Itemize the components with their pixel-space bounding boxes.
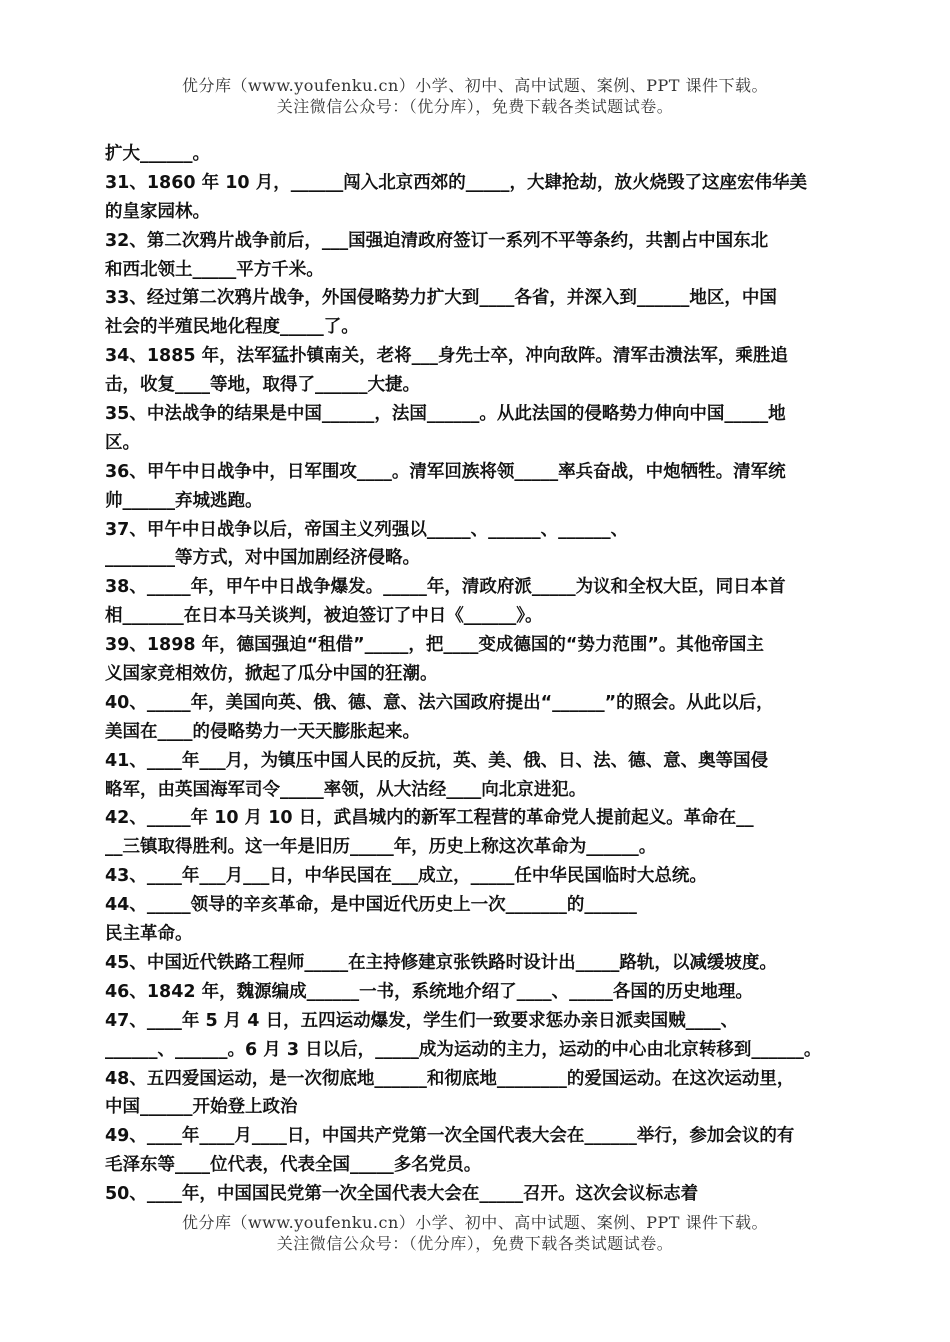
page-footer <box>0 1212 950 1254</box>
text-line: 31、1860 年 10 月，______闯入北京西郊的_____，大肆抢劫，放火烧毁了这座宏伟华美 <box>105 172 807 193</box>
text-line: 41、____年___月，为镇压中国人民的反抗，英、美、俄、日、法、德、意、奥等国侵 <box>105 750 769 771</box>
text-line: 扩大______。 <box>105 144 210 164</box>
text-line: 44、_____领导的辛亥革命，是中国近代历史上一次_______的______ <box>105 895 637 916</box>
text-line: 40、_____年，美国向英、俄、德、意、法六国政府提出“______”的照会。从此以后， <box>105 692 774 713</box>
page-header <box>0 75 950 117</box>
text-line: 37、甲午中日战争以后，帝国主义列强以_____、______、______、 <box>105 519 629 540</box>
question-text <box>105 140 855 1209</box>
text-line: 42、_____年 10 月 10 日，武昌城内的新军工程营的革命党人提前起义。革命在__ <box>105 808 754 829</box>
text-line: 社会的半殖民地化程度_____了。 <box>105 317 359 338</box>
text-line: 帅______弃城逃跑。 <box>105 490 263 511</box>
text-line: 48、五四爱国运动，是一次彻底地______和彻底地________的爱国运动。在这次运动里， <box>105 1068 795 1089</box>
footer-line-2: 关注微信公众号：（优分库），免费下载各类试题试卷。 <box>276 1234 674 1253</box>
text-line: ________等方式，对中国加剧经济侵略。 <box>105 548 420 569</box>
text-line: 35、中法战争的结果是中国______，法国______。从此法国的侵略势力伸向中国_____地 <box>105 404 786 425</box>
text-line: 46、1842 年，魏源编成______一书，系统地介绍了____、_____各国的历史地理。 <box>105 981 753 1002</box>
text-line: 民主革命。 <box>105 924 193 945</box>
header-line-1: 优分库（www.youfenku.cn）小学、初中、高中试题、案例、PPT 课件下载。 <box>181 76 769 95</box>
text-line: 33、经过第二次鸦片战争，外国侵略势力扩大到____各省，并深入到______地区，中国 <box>105 288 777 309</box>
text-line: 34、1885 年，法军猛扑镇南关，老将___身先士卒，冲向敌阵。清军击溃法军，乘胜追 <box>105 346 788 367</box>
text-line: 毛泽东等____位代表，代表全国_____多名党员。 <box>105 1155 482 1176</box>
text-line: 47、____年 5 月 4 日，五四运动爆发，学生们一致要求惩办亲日派卖国贼____、 <box>105 1010 739 1031</box>
text-line: 略军，由英国海军司令_____率领，从大沽经____向北京进犯。 <box>105 779 587 800</box>
text-line: 43、____年___月___日，中华民国在___成立，_____任中华民国临时大总统。 <box>105 866 707 887</box>
text-line: 36、甲午中日战争中，日军围攻____。清军回族将领_____率兵奋战，中炮牺牲。清军统 <box>105 461 786 482</box>
text-line: 相_______在日本马关谈判，被迫签订了中日《______》。 <box>105 606 543 627</box>
text-line: 39、1898 年，德国强迫“租借”_____，把____变成德国的“势力范围”。其他帝国主 <box>105 635 764 656</box>
text-line: 中国______开始登上政治 <box>105 1097 298 1118</box>
footer-line-1: 优分库（www.youfenku.cn）小学、初中、高中试题、案例、PPT 课件下载。 <box>181 1213 769 1232</box>
text-line: 50、____年，中国国民党第一次全国代表大会在_____召开。这次会议标志着 <box>105 1184 699 1205</box>
text-line: 美国在____的侵略势力一天天膨胀起来。 <box>105 721 420 742</box>
header-line-2: 关注微信公众号：（优分库），免费下载各类试题试卷。 <box>276 97 674 116</box>
text-line: 的皇家园林。 <box>105 201 210 222</box>
text-line: __三镇取得胜利。这一年是旧历_____年，历史上称这次革命为______。 <box>105 837 657 858</box>
text-line: 32、第二次鸦片战争前后，___国强迫清政府签订一系列不平等条约，共割占中国东北 <box>105 230 769 251</box>
text-line: 击，收复____等地，取得了______大捷。 <box>105 375 420 396</box>
text-line: 和西北领土_____平方千米。 <box>105 259 324 280</box>
text-line: 38、_____年，甲午中日战争爆发。_____年，清政府派_____为议和全权大臣，同日本首 <box>105 577 786 598</box>
text-line: 45、中国近代铁路工程师_____在主持修建京张铁路时设计出_____路轨，以减缓坡度。 <box>105 952 777 973</box>
text-line: 区。 <box>105 432 140 453</box>
text-line: 义国家竞相效仿，掀起了瓜分中国的狂潮。 <box>105 664 438 685</box>
text-line: 49、____年____月____日，中国共产党第一次全国代表大会在______举行，参加会议的有 <box>105 1126 795 1147</box>
text-line: ______、______。6 月 3 日以后，_____成为运动的主力，运动的中心由北京转移到______。 <box>105 1039 822 1060</box>
